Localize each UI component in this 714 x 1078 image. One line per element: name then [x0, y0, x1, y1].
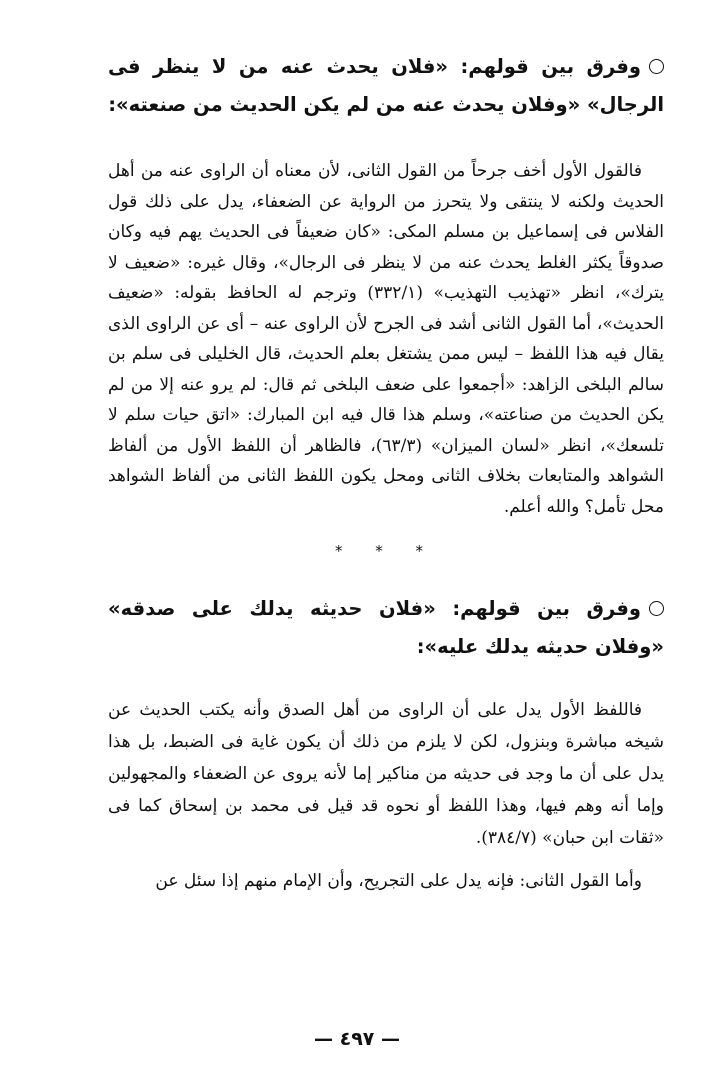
section2-heading-text: وفرق بين قولهم: «فلان حديثه يدلك على صدقه» «وفلان حديثه يدلك عليه»: — [108, 597, 664, 658]
section1-heading-text: وفرق بين قولهم: «فلان يحدث عنه من لا ينظر فى الرجال» «وفلان يحدث عنه من لم يكن الحديث من صنعته»: — [108, 55, 664, 116]
circle-bullet-icon — [649, 601, 664, 616]
section2-paragraph-2: وأما القول الثانى: فإنه يدل على التجريح، وأن الإمام منهم إذا سئل عن — [155, 871, 642, 891]
section1-paragraph: فالقول الأول أخف جرحاً من القول الثانى، لأن معناه أن الراوى عنه من أهل الحديث ولكنه لا ينتقى ولا يتحرز من الرواية عن الضعفاء، يدل على ذلك قول الفلاس فى إسماعيل بن مسلم المكى: «كان ضعيفاً فى الحديث يهم فيه وكان صدوقاً يكثر الغلط يحدث عنه من لا ينظر فى الرجال»، وقال غيره: «ضعيف لا يترك»، انظر «تهذيب التهذيب» (٣٣٢/١) وترجم له الحافظ بقوله: «ضعيف الحديث»، أما القول الثانى أشد فى الجرح لأن الراوى عنه – أى عن الراوى الذى يقال فيه هذا اللفظ – ليس ممن يشتغل بعلم الحديث، قال الخليلى فى سلم بن سالم البلخى الزاهد: «أجمعوا على ضعف البلخى ثم قال: لم يرو عنه إلا من لم يكن الحديث من صناعته»، وسلم هذا قال فيه ابن المبارك: «اتق حيات سلم لا تلسعك»، انظر «لسان الميزان» (٦٣/٣)، فالظاهر أن اللفظ الأول من ألفاظ الشواهد والمتابعات بخلاف الثانى ومحل يكون اللفظ الثانى من ألفاظ الشواهد محل تأمل؟ والله أعلم. — [108, 161, 664, 517]
section2-paragraph-1: فاللفظ الأول يدل على أن الراوى من أهل الصدق وأنه يكتب الحديث عن شيخه مباشرة وبنزول، لكن لا يلزم من ذلك أن يكون غاية فى الضبط، بل هذا يدل على أن ما وجد فى حديثه من مناكير إما لأنه يروى عن الضعفاء والمجهولين وإما أنه وهم فيها، وهذا اللفظ أو نحوه قد قيل فى محمد بن إسحاق كما فى «ثقات ابن حبان» (٣٨٤/٧). — [108, 700, 664, 848]
section-separator: * * * — [334, 542, 438, 560]
section2-heading — [108, 590, 664, 666]
page-number: — ٤٩٧ — — [313, 1028, 401, 1050]
section1-heading — [108, 48, 664, 124]
circle-bullet-icon — [649, 59, 664, 74]
